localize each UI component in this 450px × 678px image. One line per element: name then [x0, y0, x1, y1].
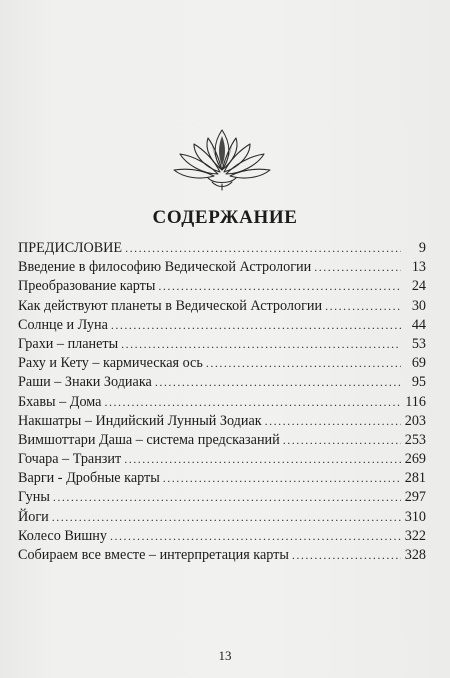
lotus-flower-icon — [168, 126, 276, 192]
toc-entry — [18, 354, 426, 373]
toc-dot-leader — [52, 508, 401, 527]
toc-entry-page: 24 — [411, 278, 426, 295]
toc-entry — [18, 335, 426, 354]
toc-entry-title: Как действуют планеты в Ведической Астрологии — [18, 297, 323, 314]
toc-entry-page: 9 — [418, 240, 426, 256]
toc-entry-title: Введение в философию Ведической Астрологии — [18, 259, 312, 276]
toc-dot-leader — [292, 546, 401, 565]
toc-entry — [18, 258, 426, 277]
toc-dot-leader — [158, 277, 401, 296]
toc-entry-page: 328 — [404, 547, 426, 563]
toc-entry-title: Бхавы – Дома — [18, 393, 102, 410]
toc-dot-leader — [206, 354, 401, 373]
toc-entry-page: 322 — [404, 527, 426, 544]
toc-entry — [18, 469, 426, 488]
toc-entry-title: Раху и Кету – кармическая ось — [18, 355, 203, 372]
toc-dot-leader — [111, 316, 401, 335]
toc-entry-title: Варги - Дробные карты — [18, 470, 160, 487]
toc-entry-page: 116 — [405, 393, 426, 410]
toc-entry — [18, 373, 426, 392]
toc-entry-title: Накшатры – Индийский Лунный Зодиак — [18, 412, 262, 429]
toc-entry-title: Раши – Знаки Зодиака — [18, 374, 152, 391]
toc-dot-leader — [155, 373, 401, 392]
toc-dot-leader — [124, 450, 401, 469]
toc-entry-page: 13 — [411, 259, 426, 276]
table-of-contents — [18, 239, 426, 565]
toc-entry-title: Колесо Вишну — [18, 527, 107, 544]
toc-dot-leader — [283, 431, 401, 450]
toc-entry — [18, 508, 426, 527]
toc-entry — [18, 412, 426, 431]
toc-entry-title: Собираем все вместе – интерпретация карты — [18, 547, 289, 563]
page-number: 13 — [218, 648, 232, 663]
toc-entry-title: Йоги — [18, 508, 49, 525]
toc-entry-page: 95 — [411, 374, 426, 391]
toc-entry-page: 44 — [411, 316, 426, 333]
toc-entry — [18, 297, 426, 316]
toc-dot-leader — [314, 258, 401, 277]
toc-dot-leader — [121, 335, 401, 354]
toc-entry — [18, 527, 426, 546]
toc-entry-title: Грахи – планеты — [18, 335, 119, 352]
toc-dot-leader — [325, 297, 401, 316]
toc-heading: СОДЕРЖАНИЕ — [152, 207, 298, 228]
toc-dot-leader — [265, 412, 401, 431]
toc-dot-leader — [104, 393, 401, 412]
toc-entry — [18, 431, 426, 450]
toc-entry-title: Гочара – Транзит — [18, 451, 122, 468]
toc-dot-leader — [110, 527, 401, 546]
toc-dot-leader — [53, 488, 401, 507]
toc-entry — [18, 488, 426, 507]
toc-entry — [18, 316, 426, 335]
toc-entry-title: Гуны — [18, 489, 50, 506]
toc-entry-page: 203 — [404, 412, 426, 429]
toc-entry — [18, 393, 426, 412]
toc-entry-page: 30 — [411, 297, 426, 314]
toc-entry-title: Солнце и Луна — [18, 316, 108, 333]
toc-dot-leader — [125, 239, 401, 258]
toc-entry-title: Преобразование карты — [18, 278, 156, 295]
toc-entry — [18, 546, 426, 565]
toc-dot-leader — [163, 469, 401, 488]
toc-entry-page: 297 — [404, 489, 426, 506]
toc-entry — [18, 450, 426, 469]
toc-entry-page: 281 — [404, 470, 426, 487]
toc-entry-page: 269 — [404, 451, 426, 468]
toc-entry-page: 310 — [404, 508, 426, 525]
toc-entry — [18, 277, 426, 296]
toc-entry — [18, 239, 426, 258]
toc-entry-page: 53 — [411, 335, 426, 352]
toc-entry-title: ПРЕДИСЛОВИЕ — [18, 240, 123, 256]
toc-entry-title: Вимшоттари Даша – система предсказаний — [18, 431, 280, 448]
toc-entry-page: 253 — [404, 431, 426, 448]
toc-entry-page: 69 — [411, 355, 426, 372]
